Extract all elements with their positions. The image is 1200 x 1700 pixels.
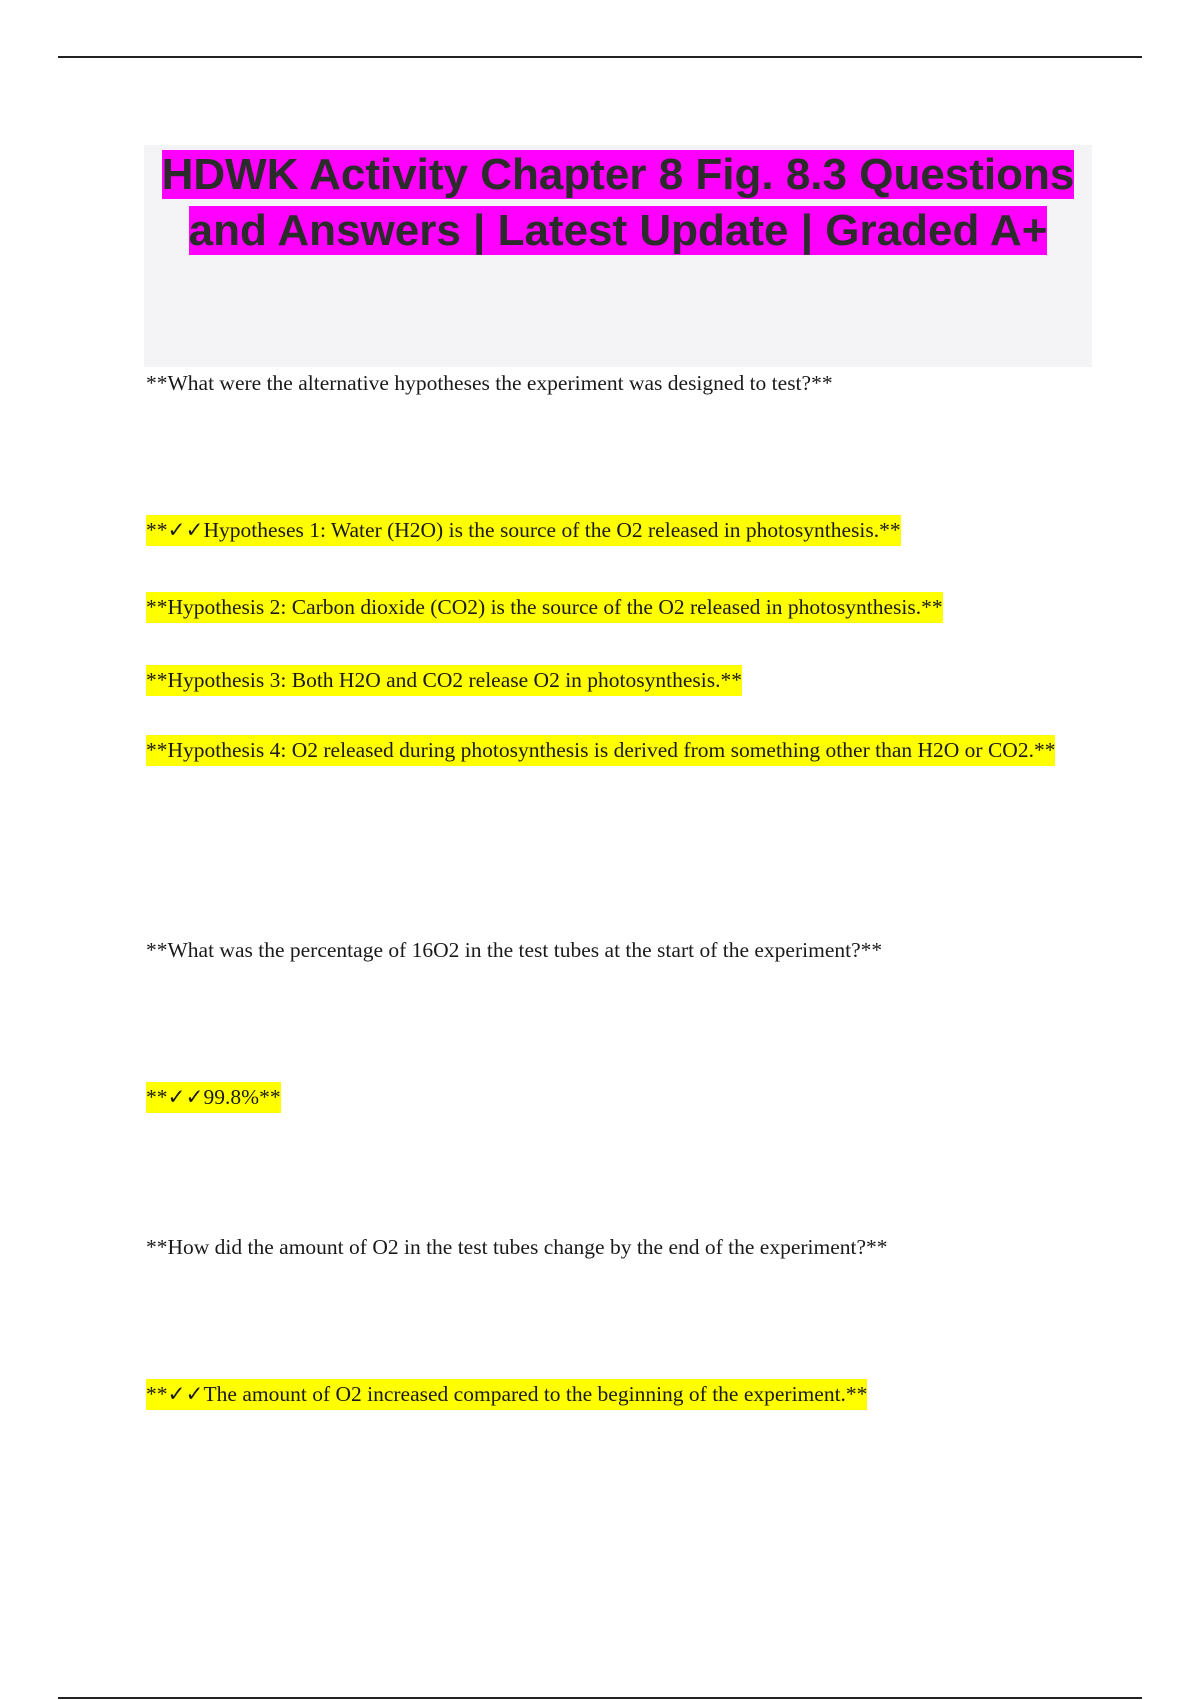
- question-3-text: **How did the amount of O2 in the test tubes change by the end of the experiment?**: [146, 1235, 888, 1259]
- bottom-rule: [58, 1697, 1142, 1699]
- title-block: [144, 145, 1092, 367]
- answer-1-hypothesis-3: [146, 666, 742, 694]
- document-title-text: HDWK Activity Chapter 8 Fig. 8.3 Questions and Answers | Latest Update | Graded A+: [161, 150, 1075, 255]
- answer-1-hypothesis-1-text: **✓✓Hypotheses 1: Water (H2O) is the source of the O2 released in photosynthesis.**: [146, 515, 901, 546]
- answer-3: [146, 1380, 867, 1408]
- answer-1-hypothesis-1: [146, 516, 901, 544]
- answer-2: [146, 1083, 281, 1111]
- answer-1-hypothesis-4-text: **Hypothesis 4: O2 released during photosynthesis is derived from something other than H2O or CO2.**: [146, 735, 1055, 766]
- question-2-text: **What was the percentage of 16O2 in the test tubes at the start of the experiment?**: [146, 938, 883, 962]
- document-title: [144, 145, 1092, 259]
- answer-1-hypothesis-4: [146, 722, 1086, 778]
- question-3: [146, 1233, 888, 1261]
- top-rule: [58, 56, 1142, 58]
- answer-1-hypothesis-2: [146, 593, 943, 621]
- question-2: [146, 936, 882, 964]
- answer-1-hypothesis-2-text: **Hypothesis 2: Carbon dioxide (CO2) is the source of the O2 released in photosynthesis.**: [146, 592, 943, 623]
- answer-3-text: **✓✓The amount of O2 increased compared to the beginning of the experiment.**: [146, 1379, 867, 1410]
- question-1-text: **What were the alternative hypotheses the experiment was designed to test?**: [146, 371, 833, 395]
- answer-2-text: **✓✓99.8%**: [146, 1082, 281, 1113]
- question-1: [146, 369, 833, 397]
- answer-1-hypothesis-3-text: **Hypothesis 3: Both H2O and CO2 release O2 in photosynthesis.**: [146, 665, 742, 696]
